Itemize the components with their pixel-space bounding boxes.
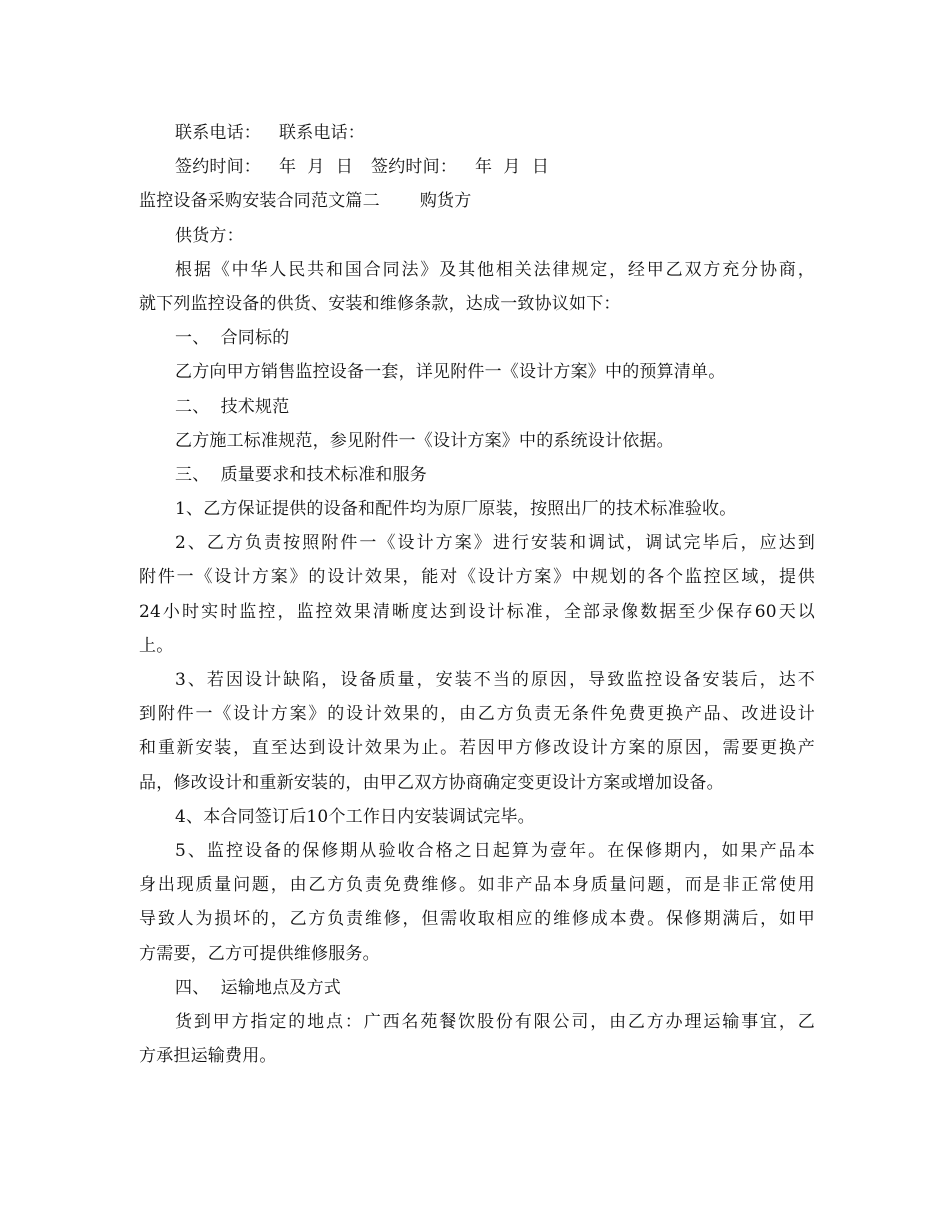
party-a-phone-label: 联系电话： [175, 123, 261, 143]
section-1-body: 乙方向甲方销售监控设备一套，详见附件一《设计方案》中的预算清单。 [175, 362, 726, 383]
section-3-item-2-line-1: 2、乙方负责按照附件一《设计方案》进行安装和调试，调试完毕后，应达到 [175, 533, 815, 554]
section-2-heading: 二、 技术规范 [175, 396, 290, 417]
section-3-item-2-line-2: 附件一《设计方案》的设计效果，能对《设计方案》中规划的各个监控区域，提供 [139, 567, 815, 588]
contract-title-line [139, 184, 815, 218]
party-b-date-value: 年 月 日 [475, 157, 550, 178]
section-4-body-line-2: 方承担运输费用。 [139, 1046, 277, 1067]
supplier-line: 供货方： [175, 225, 244, 246]
section-4-heading: 四、 运输地点及方式 [175, 977, 342, 998]
section-3-item-5-line-4: 方需要，乙方可提供维修服务。 [139, 943, 380, 964]
section-3-item-2-line-3: 24小时实时监控，监控效果清晰度达到设计标准，全部录像数据至少保存60天以 [139, 601, 815, 622]
section-4-body-line-1: 货到甲方指定的地点：广西名苑餐饮股份有限公司，由乙方办理运输事宜，乙 [175, 1011, 815, 1032]
section-3-item-5-line-2: 身出现质量问题，由乙方负责免费维修。如非产品本身质量问题，而是非正常使用 [139, 875, 815, 896]
party-a-date-label: 签约时间： [175, 157, 261, 178]
section-1-heading: 一、 合同标的 [175, 328, 290, 349]
section-3-item-1: 1、乙方保证提供的设备和配件均为原厂原装，按照出厂的技术标准验收。 [175, 499, 737, 520]
preamble-line-2: 就下列监控设备的供货、安装和维修条款，达成一致协议如下： [139, 293, 621, 314]
section-3-item-3-line-2: 到附件一《设计方案》的设计效果的，由乙方负责无条件免费更换产品、改进设计 [139, 704, 815, 725]
section-3-item-4: 4、本合同签订后10个工作日内安装调试完毕。 [175, 806, 535, 827]
section-3-heading: 三、 质量要求和技术标准和服务 [175, 464, 428, 485]
section-3-item-3-line-4: 品，修改设计和重新安装的，由甲乙双方协商确定变更设计方案或增加设备。 [139, 772, 724, 793]
party-b-date-label: 签约时间： [371, 157, 458, 178]
preamble-line-1: 根据《中华人民共和国合同法》及其他相关法律规定，经甲乙双方充分协商， [175, 259, 815, 280]
contract-title: 监控设备采购安装合同范文篇二 [139, 191, 380, 212]
section-2-body: 乙方施工标准规范，参见附件一《设计方案》中的系统设计依据。 [175, 430, 674, 451]
party-a-date-value: 年 月 日 [279, 157, 354, 178]
contact-phone-line [139, 116, 815, 150]
party-b-phone-label: 联系电话： [279, 123, 365, 143]
contract-text [139, 116, 815, 1073]
buyer-label: 购货方 [419, 191, 472, 212]
section-3-item-2-line-4: 上。 [139, 635, 174, 656]
signing-date-line [139, 150, 815, 184]
section-3-item-5-line-3: 导致人为损坏的，乙方负责维修，但需收取相应的维修成本费。保修期满后，如甲 [139, 909, 815, 930]
section-3-item-3-line-3: 和重新安装，直至达到设计效果为止。若因甲方修改设计方案的原因，需要更换产 [139, 738, 815, 759]
section-3-item-3-line-1: 3、若因设计缺陷，设备质量，安装不当的原因，导致监控设备安装后，达不 [175, 670, 815, 690]
section-3-item-5-line-1: 5、监控设备的保修期从验收合格之日起算为壹年。在保修期内，如果产品本 [175, 840, 815, 861]
